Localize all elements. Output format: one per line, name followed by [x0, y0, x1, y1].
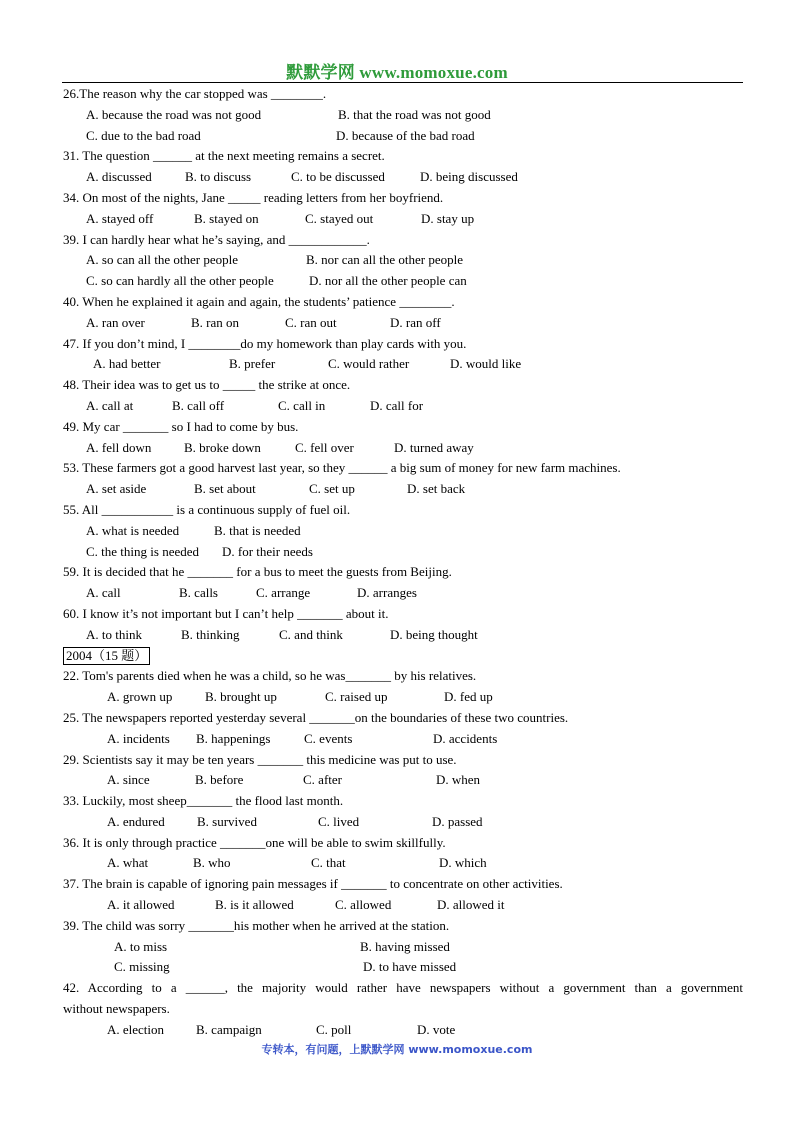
- stem-text: 60. I know it’s not important but I can’t help _______ about it.: [63, 605, 389, 621]
- option-b: B. before: [195, 772, 244, 788]
- option-a: A. election: [107, 1021, 165, 1037]
- option-b: B. call off: [172, 397, 225, 413]
- stem-text: 48. Their idea was to get us to _____ the strike at once.: [63, 377, 351, 393]
- stem-text: 26.The reason why the car stopped was ________.: [63, 86, 327, 101]
- stem-text: 36. It is only through practice _______one will be able to swim skillfully.: [63, 834, 446, 850]
- option-a: A. call at: [86, 397, 134, 413]
- option-a: A. stayed off: [86, 210, 154, 226]
- question-stem: [0, 292, 794, 313]
- option-c: C. due to the bad road: [86, 127, 201, 143]
- option-c: C. call in: [278, 397, 326, 413]
- question-stem: [0, 874, 794, 895]
- stem-text: 40. When he explained it again and again, the students’ patience ________.: [63, 293, 455, 309]
- stem-text: 33. Luckily, most sheep_______ the flood last month.: [63, 793, 344, 809]
- option-b: B. set about: [194, 481, 256, 497]
- option-b: B. brought up: [205, 689, 277, 705]
- options-row: [0, 479, 794, 500]
- option-d: D. ran off: [390, 314, 441, 330]
- option-d: D. because of the bad road: [336, 127, 475, 143]
- option-c: C. the thing is needed: [86, 543, 200, 559]
- option-c: C. would rather: [328, 356, 410, 372]
- options-row: [0, 126, 794, 147]
- question-stem: [0, 833, 794, 854]
- option-c: C. to be discussed: [291, 169, 385, 185]
- question-stem: [0, 791, 794, 812]
- section-label: 2004（15 题）: [63, 647, 150, 665]
- stem-text: 22. Tom's parents died when he was a child, so he was_______ by his relatives.: [63, 668, 477, 684]
- option-d: D. for their needs: [222, 543, 313, 559]
- question-stem: [0, 458, 794, 479]
- option-c: C. stayed out: [305, 210, 374, 226]
- footer-link[interactable]: 专转本，有问题，上默默学网 www.momoxue.com: [261, 1043, 533, 1056]
- option-c: C. fell over: [295, 439, 354, 455]
- options-row: [0, 625, 794, 646]
- options-row: [0, 957, 794, 978]
- option-a: A. endured: [107, 813, 165, 829]
- question-stem: [0, 978, 794, 999]
- stem-text: 37. The brain is capable of ignoring pain messages if _______ to concentrate on other activities.: [63, 876, 563, 892]
- option-a: A. to miss: [114, 938, 168, 954]
- site-header-title[interactable]: 默默学网 www.momoxue.com: [286, 63, 508, 82]
- options-row: [0, 354, 794, 375]
- question-stem: [0, 417, 794, 438]
- question-stem: [0, 188, 794, 209]
- question-document: [0, 84, 794, 1041]
- stem-text: 47. If you don’t mind, I ________do my homework than play cards with you.: [63, 335, 467, 351]
- question-stem: [0, 666, 794, 687]
- option-a: A. what: [107, 855, 149, 871]
- option-d: D. allowed it: [437, 897, 505, 913]
- option-d: D. passed: [432, 813, 483, 829]
- option-d: D. nor all the other people can: [309, 273, 467, 289]
- option-c: C. events: [304, 730, 353, 746]
- options-row: [0, 853, 794, 874]
- question-stem: [0, 334, 794, 355]
- option-d: D. fed up: [444, 689, 493, 705]
- stem-text: 34. On most of the nights, Jane _____ reading letters from her boyfriend.: [63, 189, 444, 205]
- option-a: A. since: [107, 772, 150, 788]
- option-a: A. what is needed: [86, 522, 180, 538]
- option-d: D. arranges: [357, 585, 417, 601]
- option-c: C. poll: [316, 1021, 352, 1037]
- options-row: [0, 167, 794, 188]
- option-b: B. to discuss: [185, 169, 252, 185]
- options-row: [0, 209, 794, 230]
- option-d: D. would like: [450, 356, 522, 372]
- option-d: D. stay up: [421, 210, 475, 226]
- section-row: [0, 646, 794, 667]
- option-a: A. set aside: [86, 481, 147, 497]
- option-a: A. discussed: [86, 169, 152, 185]
- options-row: [0, 937, 794, 958]
- option-b: B. nor can all the other people: [306, 252, 464, 268]
- option-c: C. lived: [318, 813, 360, 829]
- options-row: [0, 438, 794, 459]
- header-divider: [62, 82, 743, 83]
- question-stem: [0, 146, 794, 167]
- option-d: D. to have missed: [363, 959, 457, 975]
- question-stem: [0, 84, 794, 105]
- option-c: C. after: [303, 772, 342, 788]
- options-row: [0, 812, 794, 833]
- options-row: [0, 396, 794, 417]
- options-row: [0, 583, 794, 604]
- options-row: [0, 313, 794, 334]
- option-b: B. ran on: [191, 314, 240, 330]
- stem-text: without newspapers.: [63, 1001, 170, 1017]
- options-row: [0, 1020, 794, 1041]
- options-row: [0, 250, 794, 271]
- option-b: B. having missed: [360, 938, 450, 954]
- option-b: B. broke down: [184, 439, 261, 455]
- option-a: A. fell down: [86, 439, 152, 455]
- stem-text: 39. The child was sorry _______his mother when he arrived at the station.: [63, 917, 450, 933]
- question-stem-continued: [0, 999, 794, 1020]
- option-b: B. that is needed: [214, 522, 301, 538]
- question-stem: [0, 230, 794, 251]
- option-b: B. is it allowed: [215, 897, 294, 913]
- stem-text: 25. The newspapers reported yesterday several _______on the boundaries of these two countries.: [63, 709, 569, 725]
- option-c: C. arrange: [256, 585, 311, 601]
- question-stem: [0, 500, 794, 521]
- option-d: D. set back: [407, 481, 466, 497]
- stem-text: 55. All ___________ is a continuous supply of fuel oil.: [63, 501, 351, 517]
- options-row: [0, 542, 794, 563]
- option-b: B. prefer: [229, 356, 276, 372]
- option-d: D. vote: [417, 1021, 456, 1037]
- stem-text: 31. The question ______ at the next meeting remains a secret.: [63, 148, 385, 164]
- option-b: B. happenings: [196, 730, 271, 746]
- options-row: [0, 729, 794, 750]
- options-row: [0, 770, 794, 791]
- option-c: C. missing: [114, 959, 170, 975]
- option-b: B. campaign: [196, 1021, 262, 1037]
- option-a: A. so can all the other people: [86, 252, 238, 268]
- option-a: A. ran over: [86, 314, 145, 330]
- question-stem: [0, 708, 794, 729]
- option-d: D. being thought: [390, 626, 478, 642]
- option-b: B. who: [193, 855, 231, 871]
- option-a: A. it allowed: [107, 897, 175, 913]
- options-row: [0, 271, 794, 292]
- question-stem: [0, 916, 794, 937]
- option-d: D. when: [436, 772, 481, 788]
- option-d: D. which: [439, 855, 487, 871]
- option-b: B. calls: [179, 585, 218, 601]
- option-c: C. that: [311, 855, 346, 871]
- question-stem: [0, 562, 794, 583]
- stem-text: 49. My car _______ so I had to come by bus.: [63, 418, 299, 434]
- option-c: C. ran out: [285, 314, 337, 330]
- stem-text: 39. I can hardly hear what he’s saying, and ____________.: [63, 231, 370, 247]
- options-row: [0, 521, 794, 542]
- option-c: C. and think: [279, 626, 343, 642]
- option-a: A. to think: [86, 626, 142, 642]
- stem-text: 29. Scientists say it may be ten years _______ this medicine was put to use.: [63, 751, 457, 767]
- option-d: D. turned away: [394, 439, 474, 455]
- question-stem: [0, 750, 794, 771]
- option-c: C. set up: [309, 481, 355, 497]
- option-a: A. call: [86, 585, 121, 601]
- option-d: D. being discussed: [420, 169, 518, 185]
- option-c: C. allowed: [335, 897, 392, 913]
- option-a: A. had better: [93, 356, 161, 372]
- option-c: C. raised up: [325, 689, 388, 705]
- options-row: [0, 687, 794, 708]
- option-d: D. call for: [370, 397, 424, 413]
- stem-text-justified: 42. According to a ______, the majority would rather have newspapers without a government than a government: [63, 980, 743, 996]
- question-stem: [0, 375, 794, 396]
- option-a: A. because the road was not good: [86, 106, 262, 122]
- question-stem: [0, 604, 794, 625]
- options-row: [0, 105, 794, 126]
- option-a: A. grown up: [107, 689, 173, 705]
- option-c: C. so can hardly all the other people: [86, 273, 274, 289]
- stem-text: 53. These farmers got a good harvest last year, so they ______ a big sum of money for new farm machines.: [63, 460, 621, 476]
- option-b: B. that the road was not good: [338, 106, 491, 122]
- option-b: B. thinking: [181, 626, 240, 642]
- option-a: A. incidents: [107, 730, 170, 746]
- option-d: D. accidents: [433, 730, 498, 746]
- options-row: [0, 895, 794, 916]
- option-b: B. stayed on: [194, 210, 259, 226]
- stem-text: 59. It is decided that he _______ for a bus to meet the guests from Beijing.: [63, 564, 452, 580]
- option-b: B. survived: [197, 813, 257, 829]
